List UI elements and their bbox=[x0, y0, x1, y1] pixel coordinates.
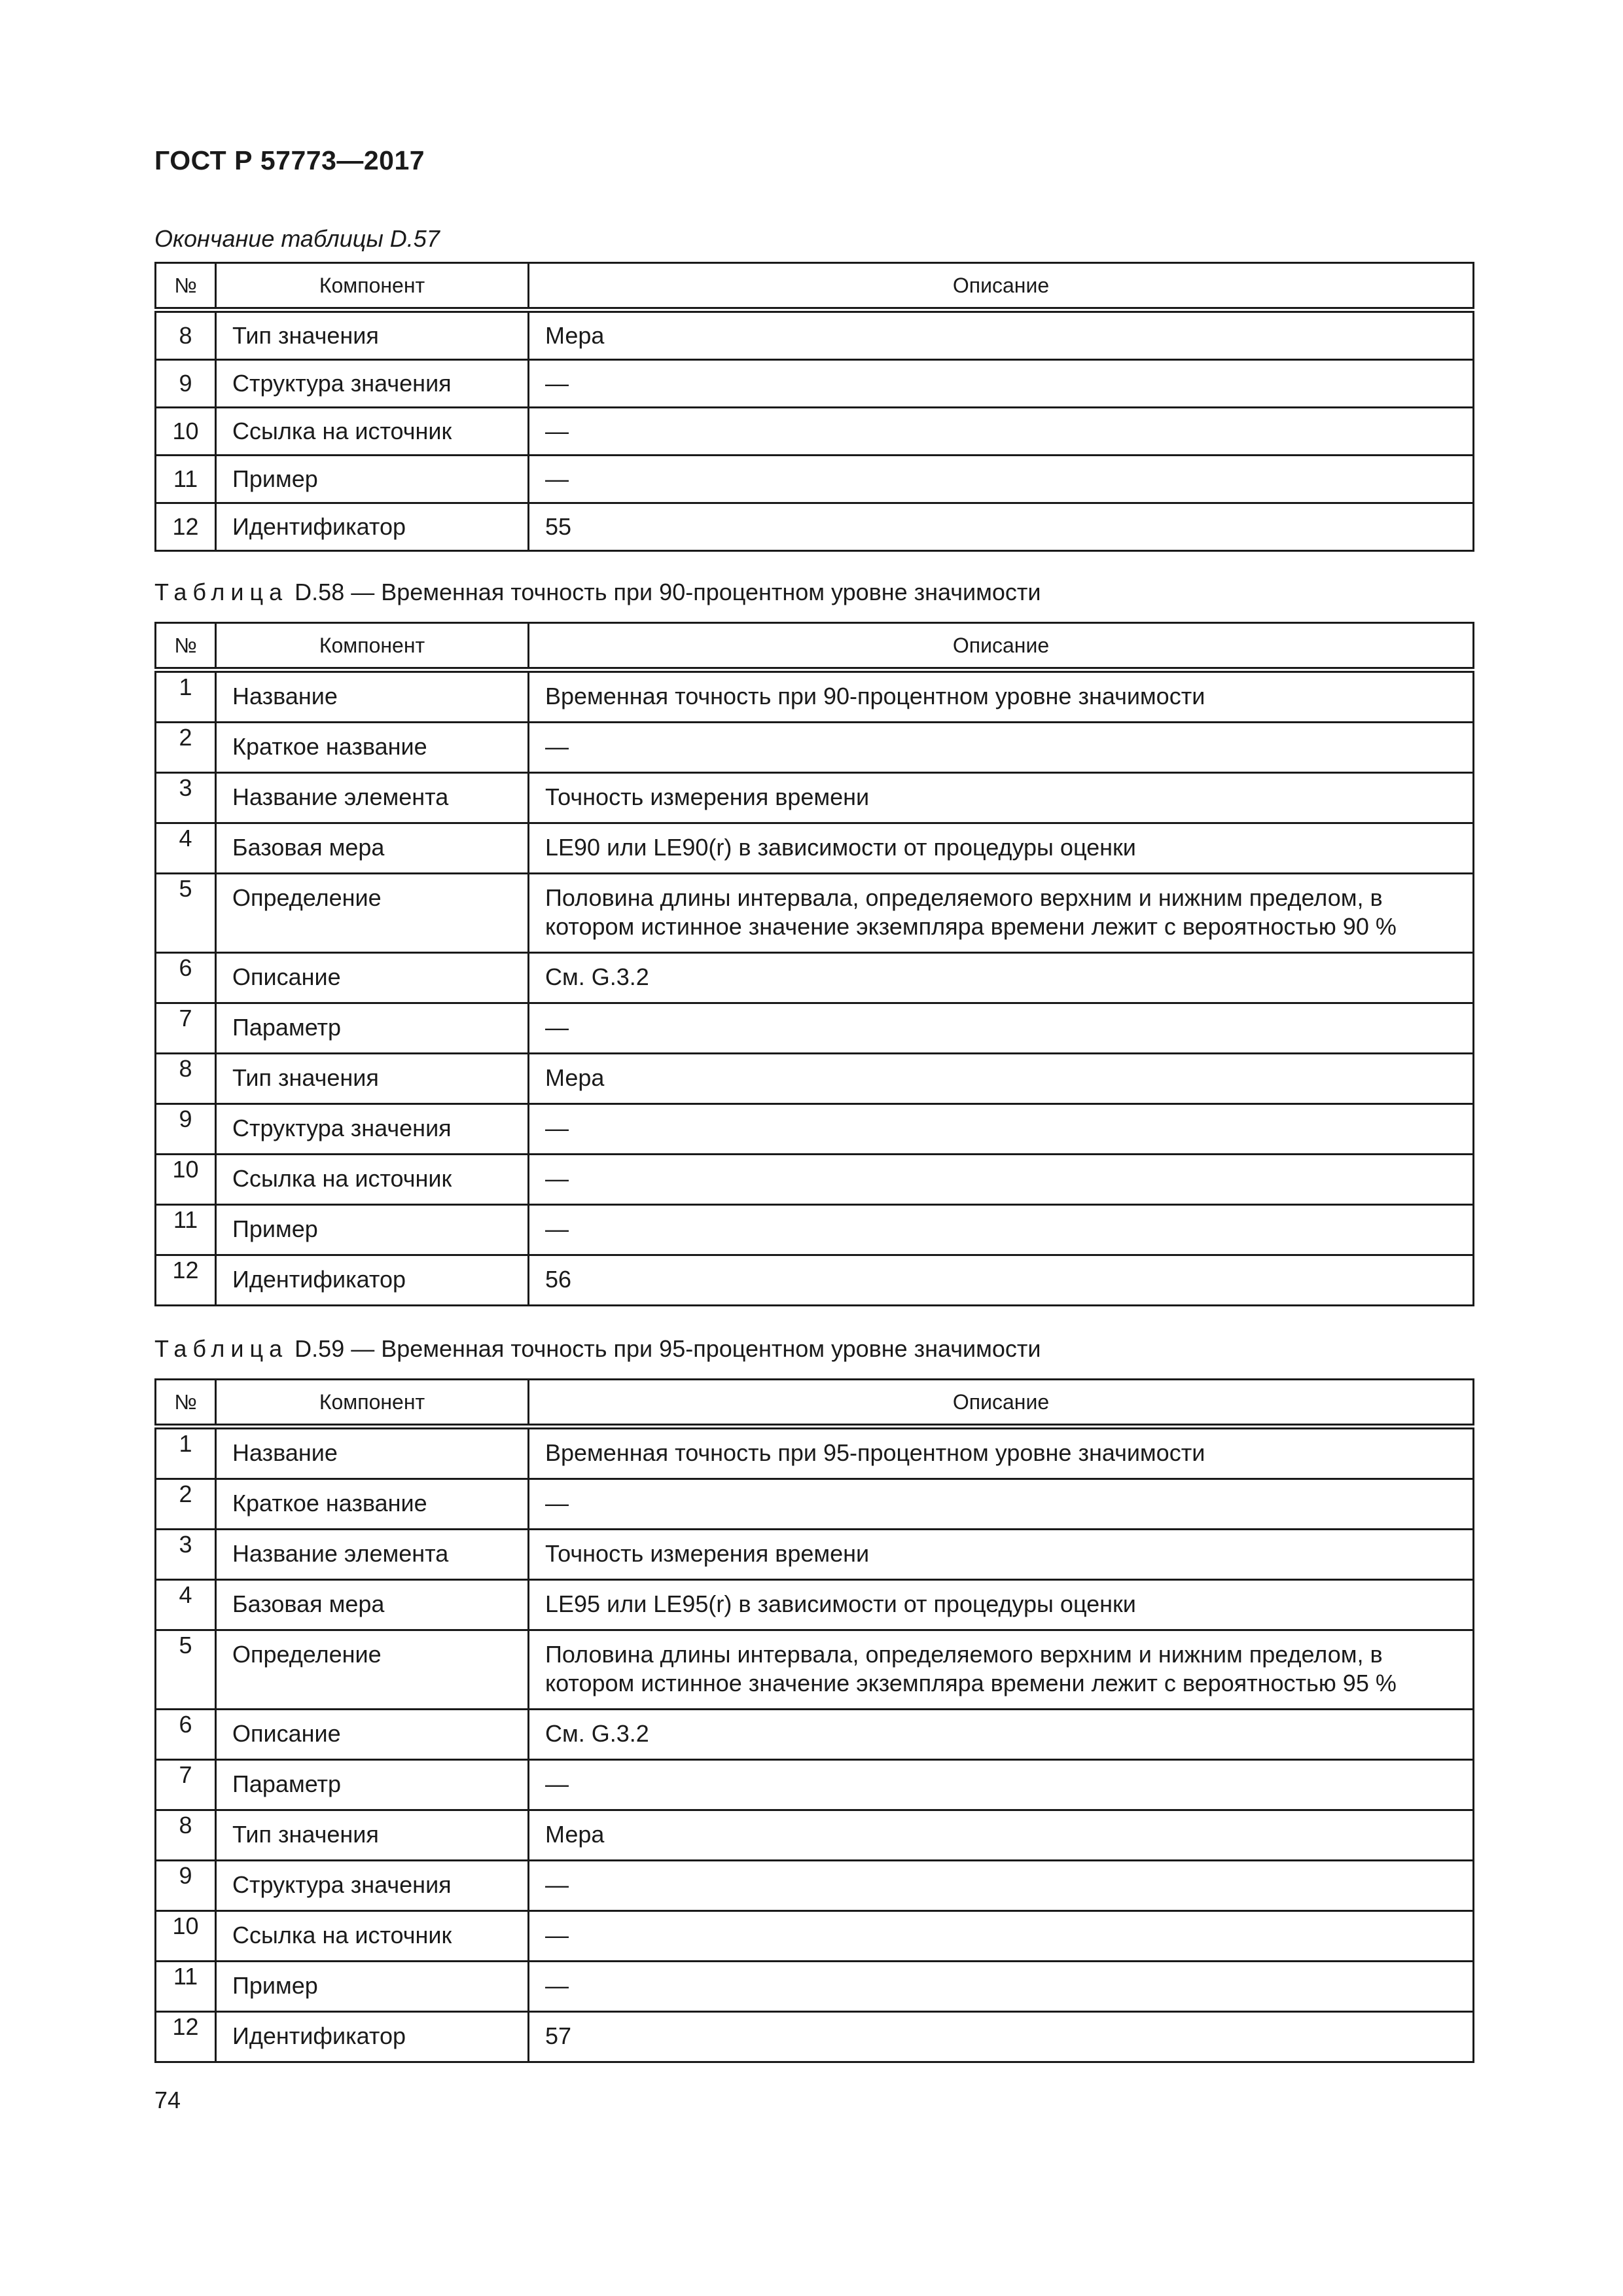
table-row bbox=[156, 1479, 1474, 1530]
row-component: Ссылка на источник bbox=[216, 1911, 529, 1962]
row-number: 9 bbox=[156, 1104, 216, 1155]
row-number: 3 bbox=[156, 773, 216, 823]
table-row bbox=[156, 723, 1474, 773]
caption-text: D.59 — Временная точность при 95-процентном уровне значимости bbox=[294, 1335, 1041, 1362]
table-row bbox=[156, 310, 1474, 360]
row-number: 1 bbox=[156, 1427, 216, 1479]
row-component: Описание bbox=[216, 1710, 529, 1760]
caption-prefix: Таблица bbox=[154, 1335, 289, 1362]
row-number: 10 bbox=[156, 1911, 216, 1962]
row-description: — bbox=[529, 1911, 1474, 1962]
row-component: Параметр bbox=[216, 1003, 529, 1054]
table-row bbox=[156, 1155, 1474, 1205]
table-row bbox=[156, 1003, 1474, 1054]
table-row bbox=[156, 360, 1474, 408]
row-component: Описание bbox=[216, 953, 529, 1003]
row-number: 12 bbox=[156, 503, 216, 551]
row-component: Название bbox=[216, 1427, 529, 1479]
page-number: 74 bbox=[154, 2087, 181, 2113]
row-description: — bbox=[529, 1479, 1474, 1530]
row-component: Тип значения bbox=[216, 1054, 529, 1104]
row-number: 12 bbox=[156, 2012, 216, 2062]
column-header-description: Описание bbox=[529, 263, 1474, 310]
row-description: См. G.3.2 bbox=[529, 953, 1474, 1003]
row-number: 8 bbox=[156, 1810, 216, 1861]
row-number: 8 bbox=[156, 310, 216, 360]
row-component: Пример bbox=[216, 1205, 529, 1255]
row-description: Точность измерения времени bbox=[529, 773, 1474, 823]
row-number: 10 bbox=[156, 1155, 216, 1205]
table-row bbox=[156, 670, 1474, 723]
row-description: — bbox=[529, 1861, 1474, 1911]
row-number: 5 bbox=[156, 874, 216, 953]
row-component: Определение bbox=[216, 874, 529, 953]
row-component: Пример bbox=[216, 456, 529, 503]
row-number: 7 bbox=[156, 1003, 216, 1054]
row-component: Параметр bbox=[216, 1760, 529, 1810]
row-component: Ссылка на источник bbox=[216, 1155, 529, 1205]
row-description: — bbox=[529, 1962, 1474, 2012]
row-description: Мера bbox=[529, 1054, 1474, 1104]
table-row bbox=[156, 1810, 1474, 1861]
row-number: 8 bbox=[156, 1054, 216, 1104]
row-number: 5 bbox=[156, 1630, 216, 1710]
table-d59 bbox=[154, 1378, 1474, 2063]
caption-text: D.58 — Временная точность при 90-процентном уровне значимости bbox=[294, 579, 1041, 605]
row-component: Структура значения bbox=[216, 1104, 529, 1155]
table-caption-d59 bbox=[154, 1335, 1041, 1363]
table-d58 bbox=[154, 622, 1474, 1306]
table-row bbox=[156, 1911, 1474, 1962]
row-number: 6 bbox=[156, 1710, 216, 1760]
row-component: Пример bbox=[216, 1962, 529, 2012]
row-component: Идентификатор bbox=[216, 1255, 529, 1306]
column-header-description: Описание bbox=[529, 1380, 1474, 1427]
row-component: Название элемента bbox=[216, 773, 529, 823]
row-number: 6 bbox=[156, 953, 216, 1003]
row-component: Структура значения bbox=[216, 360, 529, 408]
column-header-component: Компонент bbox=[216, 263, 529, 310]
row-description: См. G.3.2 bbox=[529, 1710, 1474, 1760]
table-row bbox=[156, 1580, 1474, 1630]
table-row bbox=[156, 1760, 1474, 1810]
row-number: 9 bbox=[156, 360, 216, 408]
table-row bbox=[156, 953, 1474, 1003]
table-caption-d58 bbox=[154, 579, 1041, 606]
row-description: Половина длины интервала, определяемого верхним и нижним пределом, в котором истинное значение экземпляра времени лежит с вероятностью 95 % bbox=[529, 1630, 1474, 1710]
row-number: 11 bbox=[156, 1962, 216, 2012]
row-description: Половина длины интервала, определяемого верхним и нижним пределом, в котором истинное значение экземпляра времени лежит с вероятностью 90 % bbox=[529, 874, 1474, 953]
row-number: 12 bbox=[156, 1255, 216, 1306]
row-number: 2 bbox=[156, 1479, 216, 1530]
row-description: — bbox=[529, 1104, 1474, 1155]
row-description: — bbox=[529, 723, 1474, 773]
row-description: Точность измерения времени bbox=[529, 1530, 1474, 1580]
row-component: Базовая мера bbox=[216, 823, 529, 874]
row-description: Мера bbox=[529, 1810, 1474, 1861]
row-description: LE95 или LE95(r) в зависимости от процедуры оценки bbox=[529, 1580, 1474, 1630]
row-description: — bbox=[529, 1205, 1474, 1255]
table-row bbox=[156, 503, 1474, 551]
row-number: 7 bbox=[156, 1760, 216, 1810]
row-component: Структура значения bbox=[216, 1861, 529, 1911]
table-row bbox=[156, 408, 1474, 456]
row-component: Тип значения bbox=[216, 310, 529, 360]
row-description: — bbox=[529, 360, 1474, 408]
table-row bbox=[156, 1205, 1474, 1255]
table-row bbox=[156, 1255, 1474, 1306]
row-description: Мера bbox=[529, 310, 1474, 360]
table-row bbox=[156, 1054, 1474, 1104]
caption-prefix: Таблица bbox=[154, 579, 289, 605]
table-row bbox=[156, 1427, 1474, 1479]
row-description: — bbox=[529, 1760, 1474, 1810]
row-number: 1 bbox=[156, 670, 216, 723]
row-component: Идентификатор bbox=[216, 503, 529, 551]
row-number: 11 bbox=[156, 1205, 216, 1255]
row-description: 57 bbox=[529, 2012, 1474, 2062]
row-component: Определение bbox=[216, 1630, 529, 1710]
column-header-number: № bbox=[156, 263, 216, 310]
row-component: Краткое название bbox=[216, 723, 529, 773]
table-row bbox=[156, 1104, 1474, 1155]
row-description: — bbox=[529, 1155, 1474, 1205]
table-row bbox=[156, 773, 1474, 823]
table-row bbox=[156, 874, 1474, 953]
table-row bbox=[156, 1530, 1474, 1580]
row-number: 10 bbox=[156, 408, 216, 456]
table-caption-d57: Окончание таблицы D.57 bbox=[154, 225, 440, 252]
row-component: Название элемента bbox=[216, 1530, 529, 1580]
row-description: Временная точность при 90-процентном уровне значимости bbox=[529, 670, 1474, 723]
row-number: 4 bbox=[156, 823, 216, 874]
document-title: ГОСТ Р 57773—2017 bbox=[154, 145, 425, 175]
row-description: LE90 или LE90(r) в зависимости от процедуры оценки bbox=[529, 823, 1474, 874]
row-component: Идентификатор bbox=[216, 2012, 529, 2062]
table-row bbox=[156, 1962, 1474, 2012]
row-component: Ссылка на источник bbox=[216, 408, 529, 456]
column-header-number: № bbox=[156, 623, 216, 670]
row-description: — bbox=[529, 456, 1474, 503]
row-description: 56 bbox=[529, 1255, 1474, 1306]
table-d57-continuation bbox=[154, 262, 1474, 552]
row-description: — bbox=[529, 1003, 1474, 1054]
row-number: 4 bbox=[156, 1580, 216, 1630]
table-row bbox=[156, 1630, 1474, 1710]
row-description: 55 bbox=[529, 503, 1474, 551]
table-row bbox=[156, 456, 1474, 503]
table-row bbox=[156, 1861, 1474, 1911]
row-component: Тип значения bbox=[216, 1810, 529, 1861]
column-header-component: Компонент bbox=[216, 1380, 529, 1427]
row-number: 3 bbox=[156, 1530, 216, 1580]
row-component: Название bbox=[216, 670, 529, 723]
row-description: Временная точность при 95-процентном уровне значимости bbox=[529, 1427, 1474, 1479]
table-row bbox=[156, 2012, 1474, 2062]
table-row bbox=[156, 823, 1474, 874]
column-header-component: Компонент bbox=[216, 623, 529, 670]
row-number: 9 bbox=[156, 1861, 216, 1911]
row-number: 2 bbox=[156, 723, 216, 773]
row-number: 11 bbox=[156, 456, 216, 503]
row-description: — bbox=[529, 408, 1474, 456]
row-component: Краткое название bbox=[216, 1479, 529, 1530]
row-component: Базовая мера bbox=[216, 1580, 529, 1630]
column-header-number: № bbox=[156, 1380, 216, 1427]
table-row bbox=[156, 1710, 1474, 1760]
column-header-description: Описание bbox=[529, 623, 1474, 670]
